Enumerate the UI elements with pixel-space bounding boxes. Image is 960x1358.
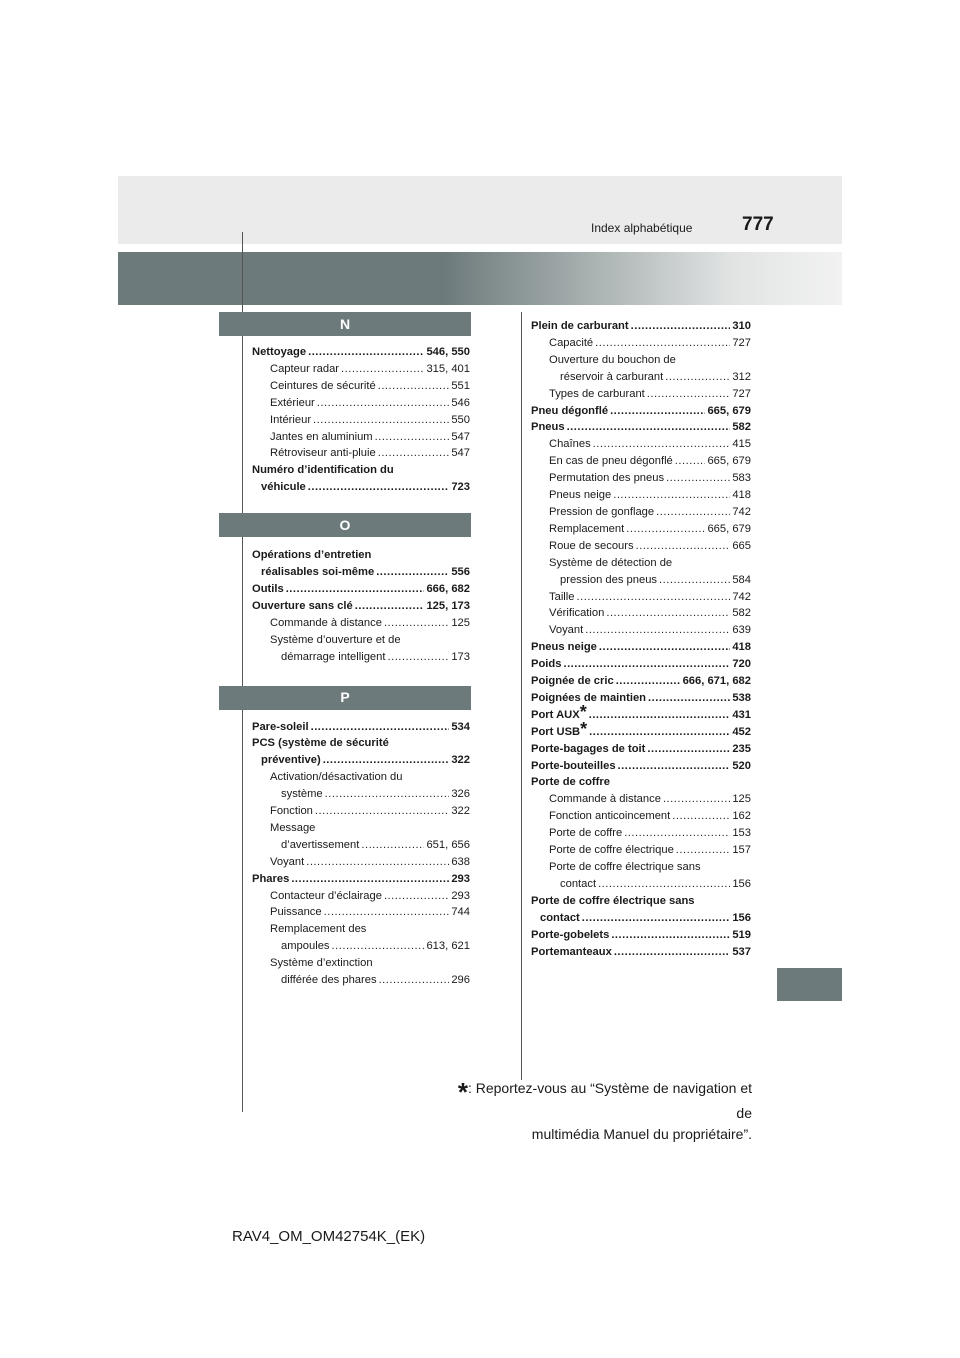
index-entry: Fonction anticoincement ..... 162 <box>531 808 751 825</box>
index-entry: Poids ..... 720 <box>531 656 751 673</box>
footnote <box>440 1078 752 1145</box>
index-entry: d’avertissement ..... 651, 656 <box>252 837 470 854</box>
index-entry: Pneus ..... 582 <box>531 419 751 436</box>
index-entry: Pression de gonflage ..... 742 <box>531 504 751 521</box>
index-entry: Rétroviseur anti-pluie ..... 547 <box>252 445 470 462</box>
index-entry: Outils ..... 666, 682 <box>252 581 470 598</box>
index-entry: Puissance ..... 744 <box>252 904 470 921</box>
index-entry: Porte de coffre électrique ..... 157 <box>531 842 751 859</box>
index-entry: contact ..... 156 <box>531 910 751 927</box>
index-entry: Système de détection de <box>549 556 673 569</box>
index-entry: contact ..... 156 <box>531 876 751 893</box>
index-entry: Porte-bagages de toit ..... 235 <box>531 741 751 758</box>
header-title: Index alphabétique <box>591 221 693 235</box>
index-entry: Opérations d’entretien <box>252 549 372 562</box>
footnote-star: * <box>457 1077 468 1107</box>
index-entry: Porte-bouteilles ..... 520 <box>531 758 751 775</box>
section-tab <box>777 968 842 1001</box>
index-entry: réservoir à carburant ..... 312 <box>531 369 751 386</box>
index-entry: Capacité ..... 727 <box>531 335 751 352</box>
index-entry: Ceintures de sécurité ..... 551 <box>252 378 470 395</box>
index-entry: Extérieur ..... 546 <box>252 395 470 412</box>
header-gradient-band <box>118 252 842 305</box>
index-entry: Commande à distance ..... 125 <box>252 615 470 632</box>
index-entry: Poignée de cric ..... 666, 671, 682 <box>531 673 751 690</box>
index-entry: Intérieur ..... 550 <box>252 412 470 429</box>
index-entry: Porte de coffre électrique sans <box>531 894 695 907</box>
index-entry: pression des pneus ..... 584 <box>531 572 751 589</box>
index-entry: Ouverture sans clé ..... 125, 173 <box>252 598 470 615</box>
index-entry: Portemanteaux ..... 537 <box>531 944 751 961</box>
page-number: 777 <box>742 214 774 235</box>
index-entry: Capteur radar ..... 315, 401 <box>252 361 470 378</box>
index-entry: Taille ..... 742 <box>531 589 751 606</box>
index-entry: Pneus neige ..... 418 <box>531 487 751 504</box>
index-entry: Porte de coffre électrique sans <box>549 861 701 873</box>
index-entry: Système d’ouverture et de <box>270 633 401 646</box>
index-entry: ampoules ..... 613, 621 <box>252 938 470 955</box>
index-entry: démarrage intelligent ..... 173 <box>252 649 470 666</box>
index-entry: Port USB * ..... 452 <box>531 724 751 741</box>
index-entry: Vérification ..... 582 <box>531 605 751 622</box>
index-entry: Remplacement ..... 665, 679 <box>531 521 751 538</box>
index-entry: Permutation des pneus ..... 583 <box>531 470 751 487</box>
index-entry: Phares ..... 293 <box>252 871 470 888</box>
index-entry: Nettoyage ..... 546, 550 <box>252 344 470 361</box>
index-entry: Système d’extinction <box>270 957 373 970</box>
header-top-band <box>118 176 842 244</box>
index-entry: différée des phares ..... 296 <box>252 972 470 989</box>
index-entry: Pneus neige ..... 418 <box>531 639 751 656</box>
index-entry: Message <box>270 821 316 834</box>
index-entry: Remplacement des <box>270 923 367 936</box>
footnote-text-line2: multimédia Manuel du propriétaire”. <box>531 1126 752 1142</box>
index-entry: Chaînes ..... 415 <box>531 436 751 453</box>
index-entry: préventive) ..... 322 <box>252 752 470 769</box>
index-entry: Fonction ..... 322 <box>252 803 470 820</box>
letter-heading-n: N <box>219 312 471 336</box>
index-entry: Porte-gobelets ..... 519 <box>531 927 751 944</box>
index-entry: Voyant ..... 639 <box>531 622 751 639</box>
left-rule <box>242 232 243 1112</box>
index-entry: Pneu dégonflé ..... 665, 679 <box>531 403 751 420</box>
index-entry: système ..... 326 <box>252 786 470 803</box>
index-entry: En cas de pneu dégonflé ..... 665, 679 <box>531 453 751 470</box>
index-entry: Plein de carburant ..... 310 <box>531 318 751 335</box>
index-entry: Jantes en aluminium ..... 547 <box>252 429 470 446</box>
index-entry: Commande à distance ..... 125 <box>531 791 751 808</box>
index-entry: Poignées de maintien ..... 538 <box>531 690 751 707</box>
index-column-right <box>531 318 751 960</box>
letter-heading-o: O <box>219 513 471 537</box>
index-entry: Pare-soleil ..... 534 <box>252 719 470 736</box>
center-rule <box>521 312 522 1080</box>
index-entry: véhicule ..... 723 <box>252 479 470 496</box>
index-entry: Contacteur d’éclairage ..... 293 <box>252 888 470 905</box>
document-code: RAV4_OM_OM42754K_(EK) <box>232 1228 426 1245</box>
letter-heading-p: P <box>219 686 471 710</box>
index-entry: Port AUX * ..... 431 <box>531 707 751 724</box>
index-entry: Porte de coffre ..... 153 <box>531 825 751 842</box>
index-entry: Voyant ..... 638 <box>252 854 470 871</box>
index-entry: Types de carburant ..... 727 <box>531 386 751 403</box>
index-entry: Roue de secours ..... 665 <box>531 538 751 555</box>
footnote-text-line1: : Reportez-vous au “Système de navigation et de <box>467 1080 752 1121</box>
index-entry: Numéro d’identification du <box>252 464 394 477</box>
index-entry: Porte de coffre <box>531 776 610 789</box>
index-entry: Activation/désactivation du <box>270 771 403 784</box>
index-entry: Ouverture du bouchon de <box>549 353 676 366</box>
index-column-left <box>252 312 470 989</box>
index-entry: PCS (système de sécurité <box>252 737 389 750</box>
index-entry: réalisables soi-même ..... 556 <box>252 564 470 581</box>
